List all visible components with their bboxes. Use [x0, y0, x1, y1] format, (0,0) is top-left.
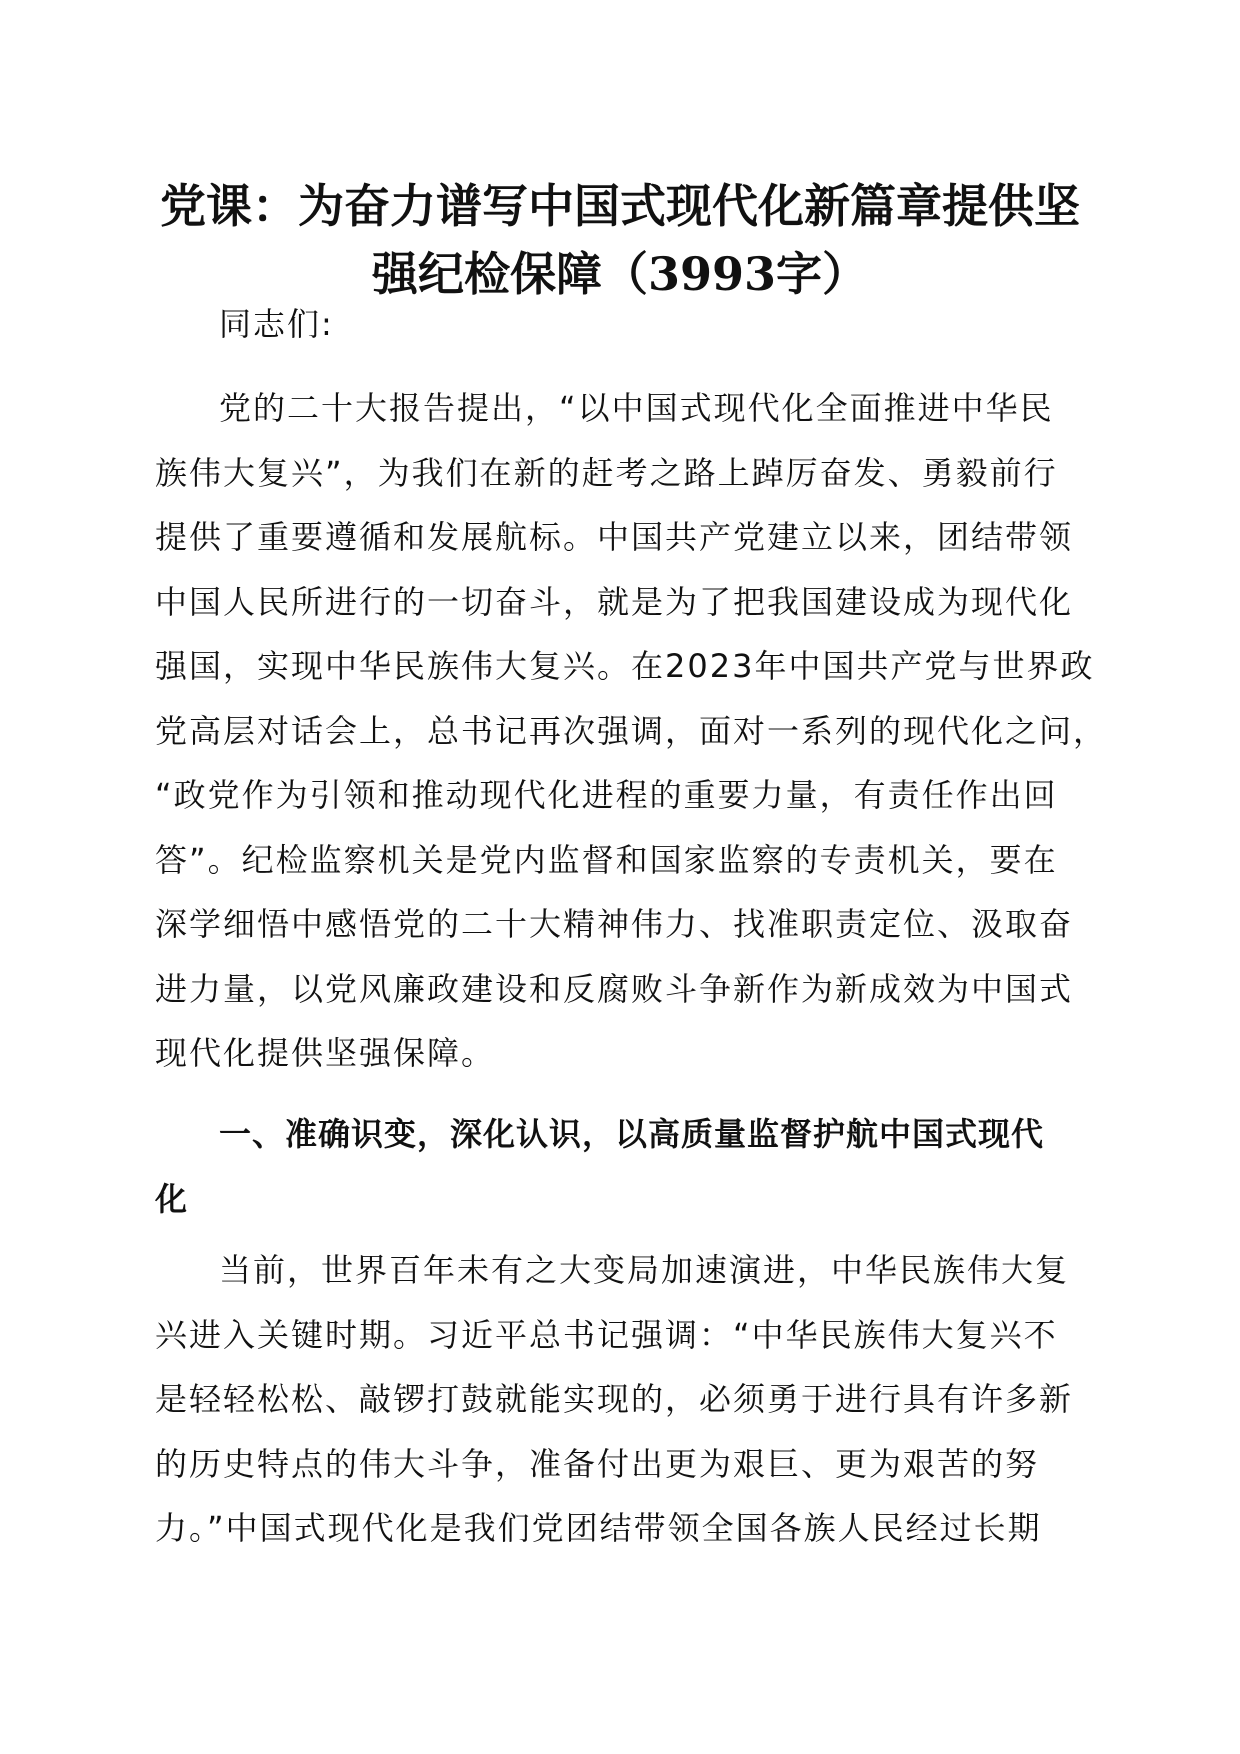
paragraph-line: 现代化提供坚强保障。 — [155, 1034, 496, 1072]
paragraph-line: “政党作为引领和推动现代化进程的重要力量，有责任作出回 — [155, 776, 1058, 814]
heading-line: 一、准确识变，深化认识，以高质量监督护航中国式现代 — [219, 1115, 1045, 1153]
document-title — [150, 172, 1090, 308]
paragraph-line: 的历史特点的伟大斗争，准备付出更为艰巨、更为艰苦的努 — [155, 1444, 1040, 1483]
salutation — [155, 292, 1065, 357]
paragraph-line: 党的二十大报告提出，“以中国式现代化全面推进中华民 — [219, 389, 1054, 427]
paragraph-line: 中国人民所进行的一切奋斗，就是为了把我国建设成为现代化 — [155, 582, 1074, 621]
paragraph-line: 族伟大复兴”，为我们在新的赶考之路上踔厉奋发、勇毅前行 — [155, 453, 1058, 492]
salutation-text: 同志们: — [219, 305, 334, 343]
paragraph-line: 是轻轻松松、敲锣打鼓就能实现的，必须勇于进行具有许多新 — [155, 1380, 1074, 1418]
paragraph-line: 力。”中国式现代化是我们党团结带领全国各族人民经过长期 — [155, 1509, 1042, 1547]
paragraph-2 — [155, 1238, 1074, 1561]
paragraph-1 — [155, 376, 1108, 1086]
title-line-2: 强纪检保障（3993字） — [371, 247, 869, 301]
paragraph-line: 兴进入关键时期。习近平总书记强调：“中华民族伟大复兴不 — [155, 1315, 1058, 1354]
title-line-1: 党课：为奋力谱写中国式现代化新篇章提供坚 — [160, 179, 1080, 233]
heading-line: 化 — [155, 1179, 189, 1218]
paragraph-line: 强国，实现中华民族伟大复兴。在2023年中国共产党与世界政 — [155, 647, 1095, 685]
paragraph-line: 党高层对话会上，总书记再次强调，面对一系列的现代化之问， — [155, 711, 1108, 750]
paragraph-line: 答”。纪检监察机关是党内监督和国家监察的专责机关，要在 — [155, 840, 1058, 879]
paragraph-line: 提供了重要遵循和发展航标。中国共产党建立以来，团结带领 — [155, 518, 1074, 556]
paragraph-line: 深学细悟中感悟党的二十大精神伟力、找准职责定位、汲取奋 — [155, 905, 1074, 943]
section-heading-1 — [155, 1102, 1065, 1231]
paragraph-line: 当前，世界百年未有之大变局加速演进，中华民族伟大复 — [219, 1251, 1070, 1289]
paragraph-line: 进力量，以党风廉政建设和反腐败斗争新作为新成效为中国式 — [155, 969, 1074, 1008]
